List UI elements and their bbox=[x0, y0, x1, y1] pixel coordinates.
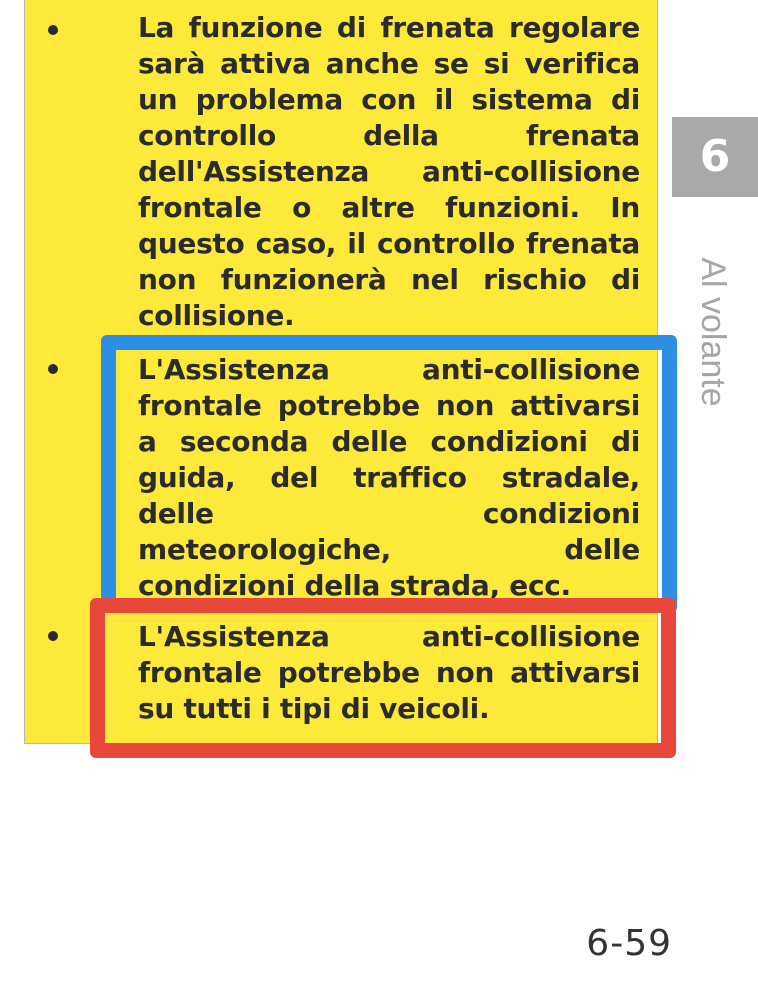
red-highlight-box bbox=[90, 598, 676, 758]
bullet-dot bbox=[48, 364, 58, 374]
chapter-title: Al volante bbox=[694, 257, 732, 407]
bullet-dot bbox=[48, 25, 58, 35]
chapter-number-tab: 6 bbox=[672, 117, 758, 197]
bullet-dot bbox=[48, 631, 58, 641]
bullet-text-vehicle-types: L'Assistenza anti-collisione frontale potrebbe non attivarsi su tutti i tipi di veicoli. bbox=[138, 620, 640, 725]
bullet-text-brake-function: La funzione di frenata regolare sarà attiva anche se si verifica un problema con il sistema di controllo della frenata dell'Assistenza anti-collisione frontale o altre funzioni. In questo caso, il controllo frenata non funzionerà nel rischio di collisione. bbox=[138, 11, 640, 332]
bullet-text-conditions: L'Assistenza anti-collisione frontale potrebbe non attivarsi a seconda delle condizioni di guida, del traffico stradale, delle condizioni meteorologiche, delle condizioni della strada, ecc. bbox=[138, 353, 640, 602]
blue-highlight-box bbox=[101, 335, 677, 613]
page-number: 6-59 bbox=[586, 923, 672, 964]
